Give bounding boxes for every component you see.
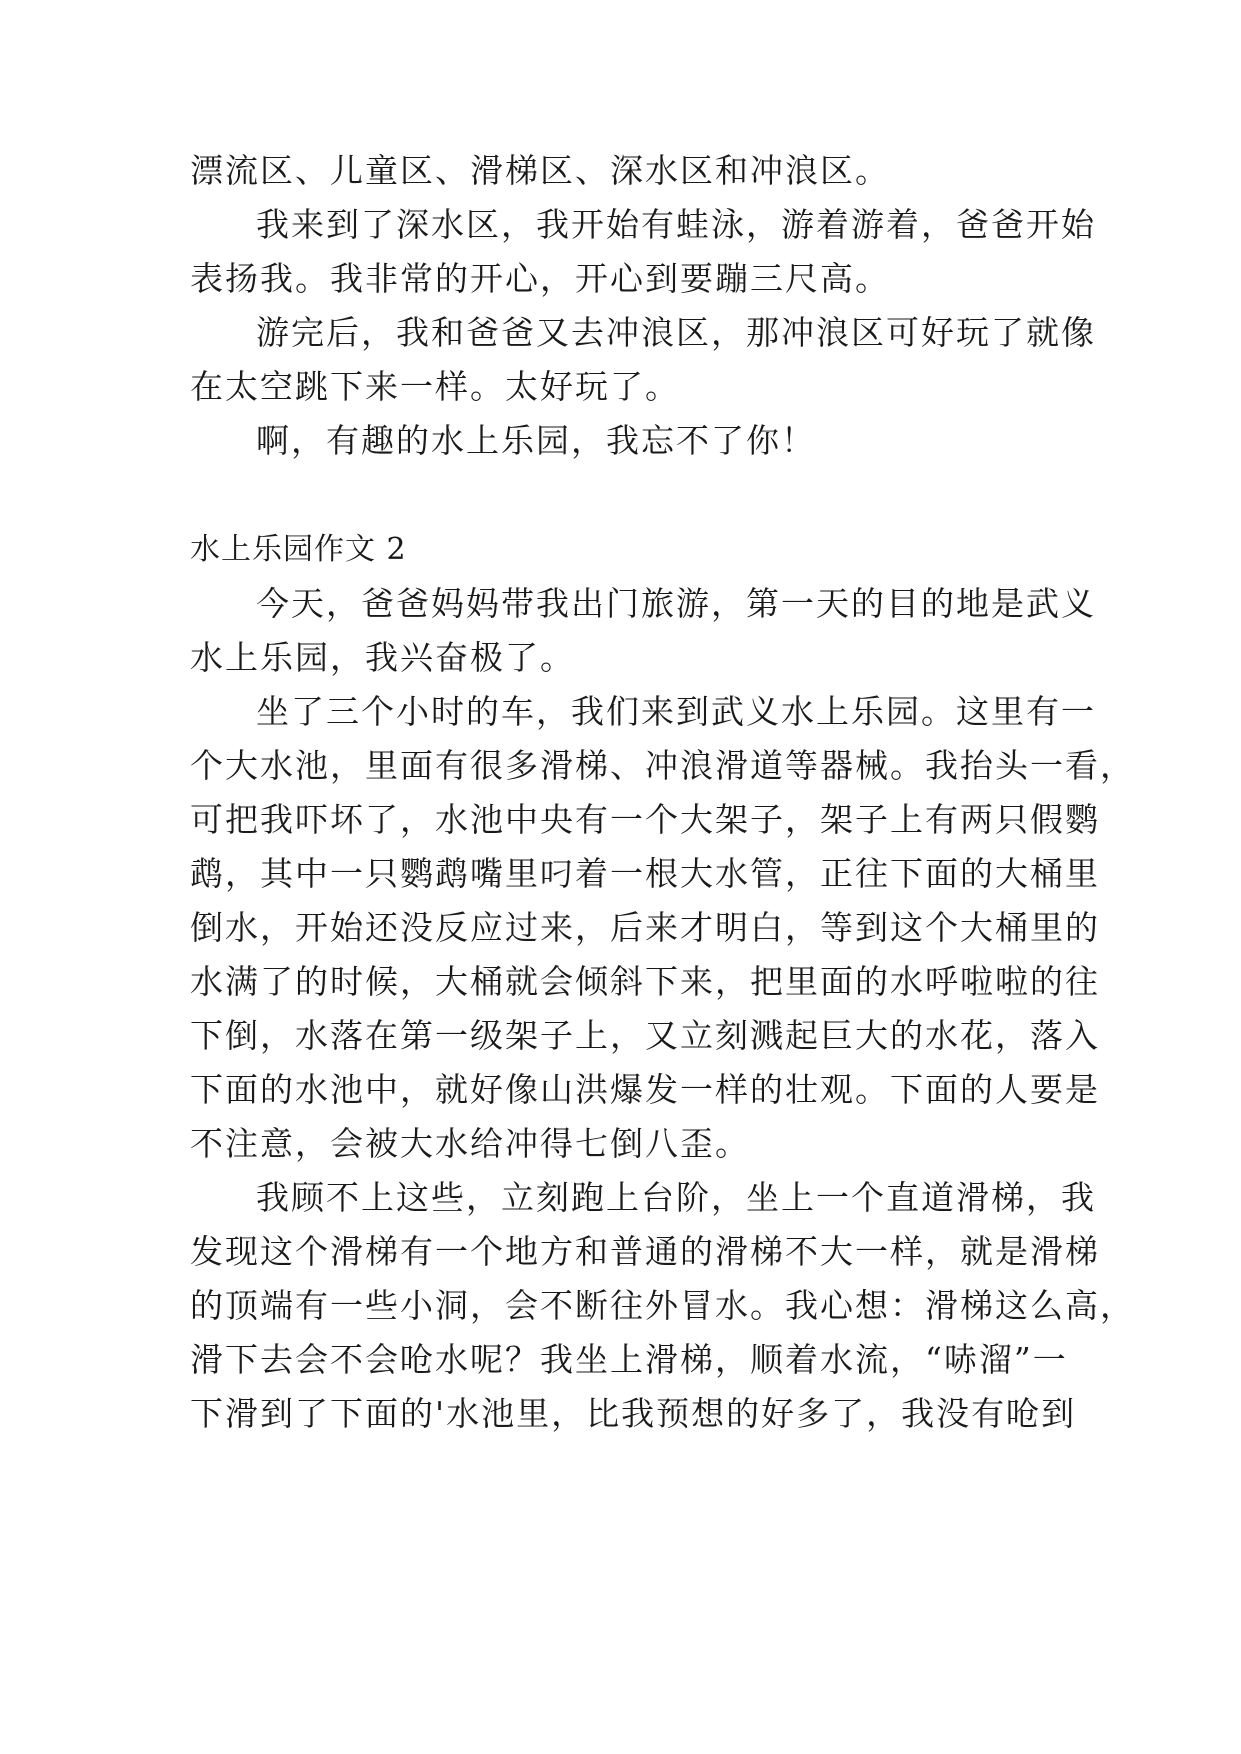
text-line: 不注意，会被大水给冲得七倒八歪。 [190, 1124, 750, 1163]
paragraph-text-line: 游完后，我和爸爸又去冲浪区，那冲浪区可好玩了就像 [256, 313, 1096, 352]
paragraph-text-line: 坐了三个小时的车，我们来到武义水上乐园。这里有一 [256, 692, 1096, 731]
text-line: 发现这个滑梯有一个地方和普通的滑梯不大一样，就是滑梯 [190, 1232, 1100, 1271]
text-line: 漂流区、儿童区、滑梯区、深水区和冲浪区。 [190, 151, 890, 190]
text-line: 下滑到了下面的'水池里，比我预想的好多了，我没有呛到 [190, 1394, 1077, 1433]
paragraph-text-line: 今天，爸爸妈妈带我出门旅游，第一天的目的地是武义 [256, 584, 1096, 623]
text-line: 倒水，开始还没反应过来，后来才明白，等到这个大桶里的 [190, 908, 1100, 947]
text-line: 个大水池，里面有很多滑梯、冲浪滑道等器械。我抬头一看， [190, 746, 1135, 785]
text-line: 表扬我。我非常的开心，开心到要蹦三尺高。 [190, 259, 890, 298]
text-line: 下倒，水落在第一级架子上，又立刻溅起巨大的水花，落入 [190, 1016, 1100, 1055]
text-line: 水上乐园，我兴奋极了。 [190, 638, 575, 677]
section-heading: 水上乐园作文 2 [190, 532, 407, 567]
text-line: 的顶端有一些小洞，会不断往外冒水。我心想：滑梯这么高， [190, 1286, 1135, 1325]
text-line: 下面的水池中，就好像山洪爆发一样的壮观。下面的人要是 [190, 1070, 1100, 1109]
text-line: 可把我吓坏了，水池中央有一个大架子，架子上有两只假鹦 [190, 800, 1100, 839]
text-line: 鹉，其中一只鹦鹉嘴里叼着一根大水管，正往下面的大桶里 [190, 854, 1100, 893]
text-line: 滑下去会不会呛水呢？我坐上滑梯，顺着水流，“哧溜”一 [190, 1340, 1068, 1379]
paragraph-text-line: 啊，有趣的水上乐园，我忘不了你！ [256, 421, 816, 460]
text-line: 在太空跳下来一样。太好玩了。 [190, 367, 680, 406]
paragraph-text-line: 我顾不上这些，立刻跑上台阶，坐上一个直道滑梯，我 [256, 1178, 1096, 1217]
text-line: 水满了的时候，大桶就会倾斜下来，把里面的水呼啦啦的往 [190, 962, 1100, 1001]
paragraph-text-line: 我来到了深水区，我开始有蛙泳，游着游着，爸爸开始 [256, 205, 1096, 244]
